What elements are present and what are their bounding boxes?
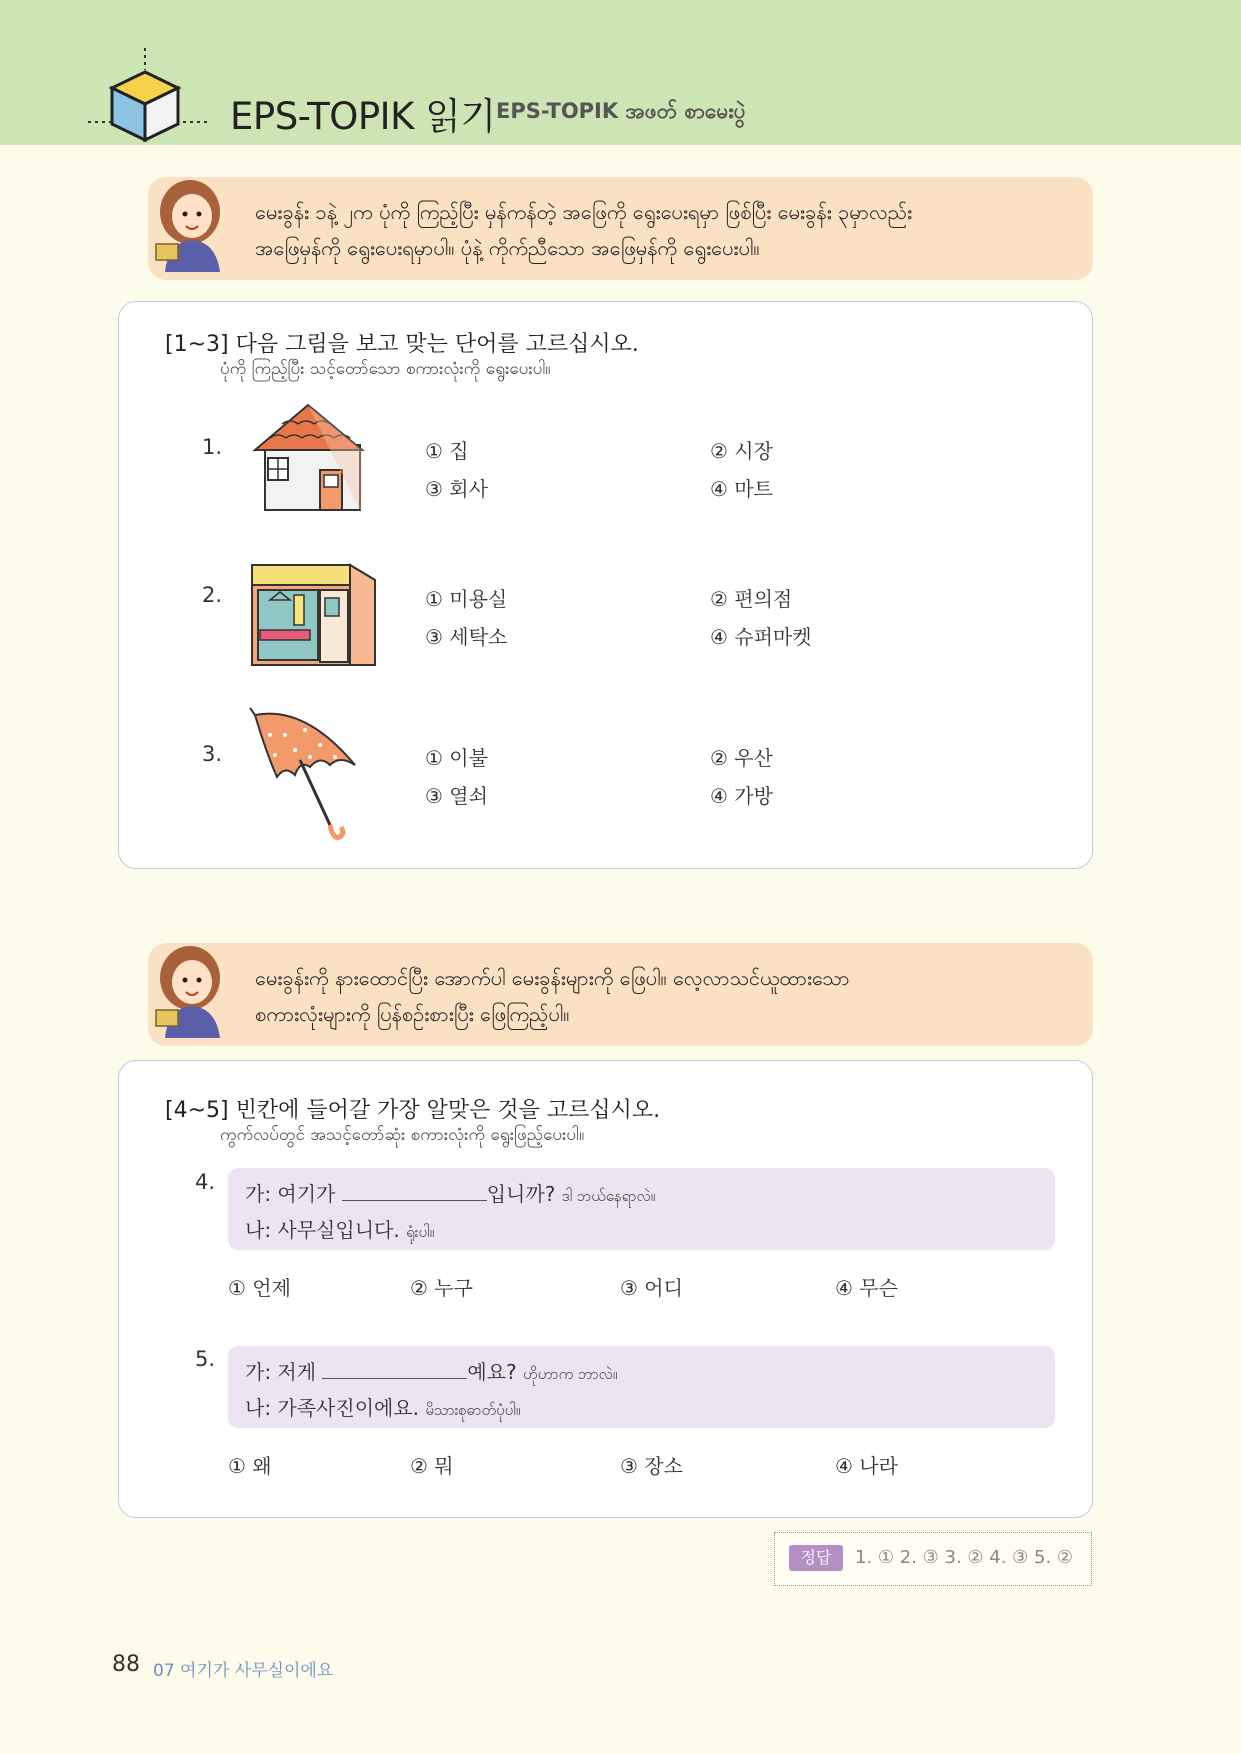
- question-number: 2.: [202, 583, 223, 607]
- option[interactable]: ③ 회사: [425, 477, 488, 501]
- page-subtitle: EPS-TOPIK အဖတ် စာမေးပွဲ: [496, 99, 746, 123]
- dialog-line: 나: 가족사진이에요. မိသားစုဓာတ်ပုံပါ။: [245, 1396, 521, 1420]
- instruction-1-ko: [1~3] 다음 그림을 보고 맞는 단어를 고르십시오.: [165, 332, 639, 357]
- chapter-title: 07 여기가 사무실이에요: [153, 1661, 334, 1681]
- option[interactable]: ③ 장소: [620, 1454, 683, 1478]
- page-number: 88: [112, 1652, 140, 1677]
- question-number: 3.: [202, 742, 223, 766]
- laundry-shop-icon: [250, 560, 380, 670]
- house-icon: [250, 400, 375, 515]
- option[interactable]: ② 시장: [710, 439, 773, 463]
- guide-text-1: မေးခွန်း ၁နဲ့ ၂က ပုံကို ကြည့်ပြီး မှန်ကန်တဲ့ အဖြေကို ရွေးပေးရမှာ ဖြစ်ပြီး မေးခွန်း ၃မှာလည်း အဖြေမှန်ကို ရွေးပေးရမှာပါ။ ပုံနဲ့ ကိုက်ညီသော အဖြေမှန်ကို ရွေးပေးပါ။: [255, 200, 913, 260]
- option[interactable]: ④ 나라: [835, 1454, 898, 1478]
- guide-text-2: မေးခွန်းကို နားထောင်ပြီး အောက်ပါ မေးခွန်းများကို ဖြေပါ။ လေ့လာသင်ယူထားသော စကားလုံးများကို ပြန်စဉ်းစားပြီး ဖြေကြည့်ပါ။: [255, 966, 850, 1026]
- option[interactable]: ① 왜: [228, 1454, 272, 1478]
- option[interactable]: ③ 어디: [620, 1276, 683, 1300]
- option[interactable]: ② 편의점: [710, 587, 793, 611]
- option[interactable]: ④ 슈퍼마켓: [710, 625, 812, 649]
- question-number: 5.: [195, 1347, 216, 1371]
- dialog-line: 가: 저게 예요? ဟိုဟာက ဘာလဲ။: [245, 1360, 618, 1384]
- teacher-icon: [150, 938, 240, 1038]
- answer-text: 1. ① 2. ③ 3. ② 4. ③ 5. ②: [855, 1547, 1074, 1568]
- option[interactable]: ③ 세탁소: [425, 625, 508, 649]
- option[interactable]: ④ 무슨: [835, 1276, 898, 1300]
- option[interactable]: ② 우산: [710, 746, 773, 770]
- answer-key: [774, 1532, 1092, 1586]
- instruction-2-my: ကွက်လပ်တွင် အသင့်တော်ဆုံး စကားလုံးကို ရွေးဖြည့်ပေးပါ။: [220, 1125, 585, 1145]
- option[interactable]: ① 언제: [228, 1276, 291, 1300]
- option[interactable]: ① 미용실: [425, 587, 508, 611]
- cube-icon: [88, 48, 213, 148]
- teacher-icon: [150, 172, 240, 272]
- option[interactable]: ④ 가방: [710, 784, 773, 808]
- option[interactable]: ④ 마트: [710, 477, 773, 501]
- option[interactable]: ② 누구: [410, 1276, 473, 1300]
- instruction-1-my: ပုံကို ကြည့်ပြီး သင့်တော်သော စကားလုံးကို ရွေးပေးပါ။: [220, 359, 551, 379]
- option[interactable]: ① 이불: [425, 746, 488, 770]
- umbrella-icon: [245, 705, 375, 845]
- instruction-2-ko: [4~5] 빈칸에 들어갈 가장 알맞은 것을 고르십시오.: [165, 1098, 661, 1123]
- blank-field[interactable]: [322, 1359, 467, 1379]
- dialog-line: 나: 사무실입니다. ရုံးပါ။: [245, 1218, 435, 1242]
- blank-field[interactable]: [342, 1181, 487, 1201]
- dialog-line: 가: 여기가 입니까? ဒါ ဘယ်နေရာလဲ။: [245, 1182, 656, 1206]
- page-title: EPS-TOPIK 읽기: [230, 95, 496, 138]
- page-header: [0, 0, 1241, 145]
- option[interactable]: ② 뭐: [410, 1454, 454, 1478]
- question-number: 1.: [202, 435, 223, 459]
- option[interactable]: ① 집: [425, 439, 469, 463]
- option[interactable]: ③ 열쇠: [425, 784, 488, 808]
- answer-label: 정답: [789, 1545, 843, 1571]
- question-number: 4.: [195, 1170, 216, 1194]
